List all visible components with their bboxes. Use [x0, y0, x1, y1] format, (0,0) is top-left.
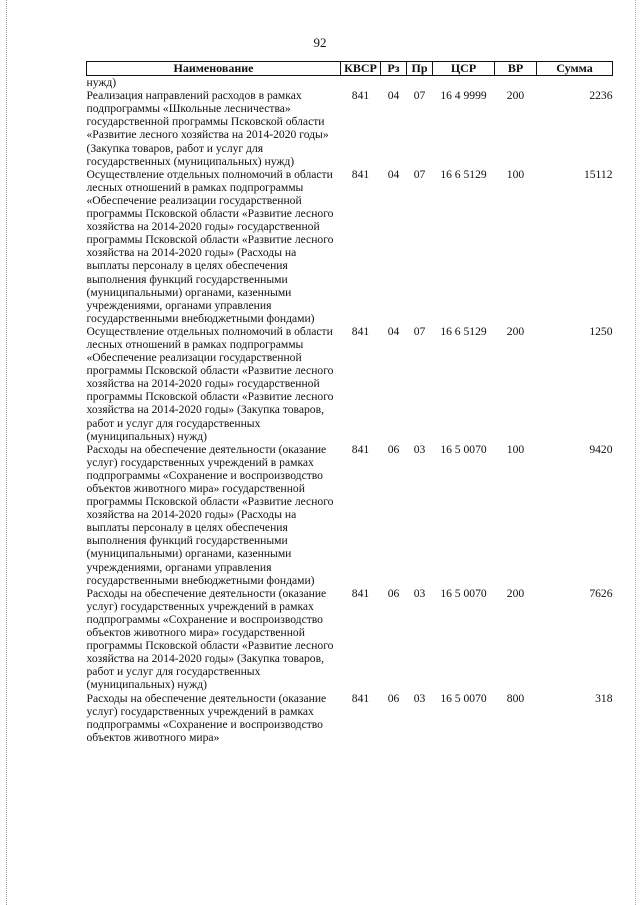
- row-name: Расходы на обеспечение деятельности (оказание услуг) государственных учреждений в рамках подпрограммы «Сохранение и воспроизводство объектов животного мира» государственной программы Псковской области «Развитие лесного хозяйства на 2014-2020 годы» (Расходы на выплаты персоналу в целях обеспечения выполнения функций государственными (муниципальными) органами, казенными учреждениями, органами управления государственными внебюджетными фондами): [86, 442, 334, 587]
- row-pr: 07: [413, 89, 426, 103]
- row-rz: 04: [387, 324, 400, 338]
- row-sum: 2236: [589, 89, 613, 103]
- row-rz: 06: [387, 442, 400, 456]
- header-rz: Рз: [381, 62, 407, 76]
- row-vr: 200: [506, 586, 525, 600]
- row-rz: 06: [387, 691, 400, 705]
- header-kvsr: КВСР: [341, 62, 381, 76]
- table-row: [87, 587, 613, 692]
- table-header-row: [87, 62, 613, 76]
- row-name: Осуществление отдельных полномочий в области лесных отношений в рамках подпрограммы «Обеспечение реализации государственной программы Псковской области «Развитие лесного хозяйства на 2014-2020 годы» государственной программы Псковской области «Развитие лесного хозяйства на 2014-2020 годы» (Закупка товаров, работ и услуг для государственных (муниципальных) нужд): [86, 324, 334, 443]
- budget-table: [86, 61, 613, 744]
- row-name: Осуществление отдельных полномочий в области лесных отношений в рамках подпрограммы «Обеспечение реализации государственной программы Псковской области «Развитие лесного хозяйства на 2014-2020 годы» государственной программы Псковской области «Развитие лесного хозяйства на 2014-2020 годы» (Расходы на выплаты персоналу в целях обеспечения выполнения функций государственными (муниципальными) органами, казенными учреждениями, органами управления государственными внебюджетными фондами): [86, 167, 334, 325]
- table-row: [87, 325, 613, 443]
- carryover-row: [87, 76, 613, 90]
- row-pr: 03: [413, 586, 426, 600]
- carryover-text: нужд): [86, 76, 117, 90]
- table-row: [87, 168, 613, 325]
- header-sum: Сумма: [537, 62, 613, 76]
- table-row: [87, 443, 613, 587]
- scan-edge-left: [6, 0, 7, 905]
- row-rz: 06: [387, 586, 400, 600]
- row-kvsr: 841: [351, 442, 370, 456]
- scan-edge-right: [635, 0, 636, 905]
- header-csr: ЦСР: [433, 62, 495, 76]
- row-pr: 03: [413, 442, 426, 456]
- row-sum: 7626: [589, 586, 613, 600]
- row-sum: 1250: [589, 324, 613, 338]
- header-pr: Пр: [407, 62, 433, 76]
- row-name: Расходы на обеспечение деятельности (оказание услуг) государственных учреждений в рамках подпрограммы «Сохранение и воспроизводство объектов животного мира»: [86, 691, 327, 744]
- row-sum: 9420: [589, 442, 613, 456]
- table-row: [87, 89, 613, 168]
- row-kvsr: 841: [351, 586, 370, 600]
- row-name: Расходы на обеспечение деятельности (оказание услуг) государственных учреждений в рамках подпрограммы «Сохранение и воспроизводство объектов животного мира» государственной программы Псковской области «Развитие лесного хозяйства на 2014-2020 годы» (Закупка товаров, работ и услуг для государственных (муниципальных) нужд): [86, 586, 334, 692]
- row-kvsr: 841: [351, 691, 370, 705]
- row-kvsr: 841: [351, 167, 370, 181]
- row-vr: 800: [506, 691, 525, 705]
- row-rz: 04: [387, 89, 400, 103]
- row-pr: 07: [413, 167, 426, 181]
- row-sum: 318: [595, 691, 613, 705]
- table-row: [87, 692, 613, 744]
- row-name: Реализация направлений расходов в рамках подпрограммы «Школьные лесничества» государственной программы Псковской области «Развитие лесного хозяйства на 2014-2020 годы» (Закупка товаров, работ и услуг для государственных (муниципальных) нужд): [86, 89, 329, 168]
- row-csr: 16 5 0070: [440, 586, 487, 600]
- row-csr: 16 4 9999: [440, 89, 487, 103]
- row-vr: 200: [506, 324, 525, 338]
- row-kvsr: 841: [351, 89, 370, 103]
- row-csr: 16 5 0070: [440, 691, 487, 705]
- page-number: 92: [313, 35, 327, 50]
- row-vr: 200: [506, 89, 525, 103]
- row-rz: 04: [387, 167, 400, 181]
- row-pr: 03: [413, 691, 426, 705]
- row-pr: 07: [413, 324, 426, 338]
- header-name: Наименование: [87, 62, 341, 76]
- header-vr: ВР: [495, 62, 537, 76]
- row-csr: 16 5 0070: [440, 442, 487, 456]
- row-csr: 16 6 5129: [440, 167, 487, 181]
- row-kvsr: 841: [351, 324, 370, 338]
- row-csr: 16 6 5129: [440, 324, 487, 338]
- row-sum: 15112: [583, 167, 613, 181]
- row-vr: 100: [506, 167, 525, 181]
- row-vr: 100: [506, 442, 525, 456]
